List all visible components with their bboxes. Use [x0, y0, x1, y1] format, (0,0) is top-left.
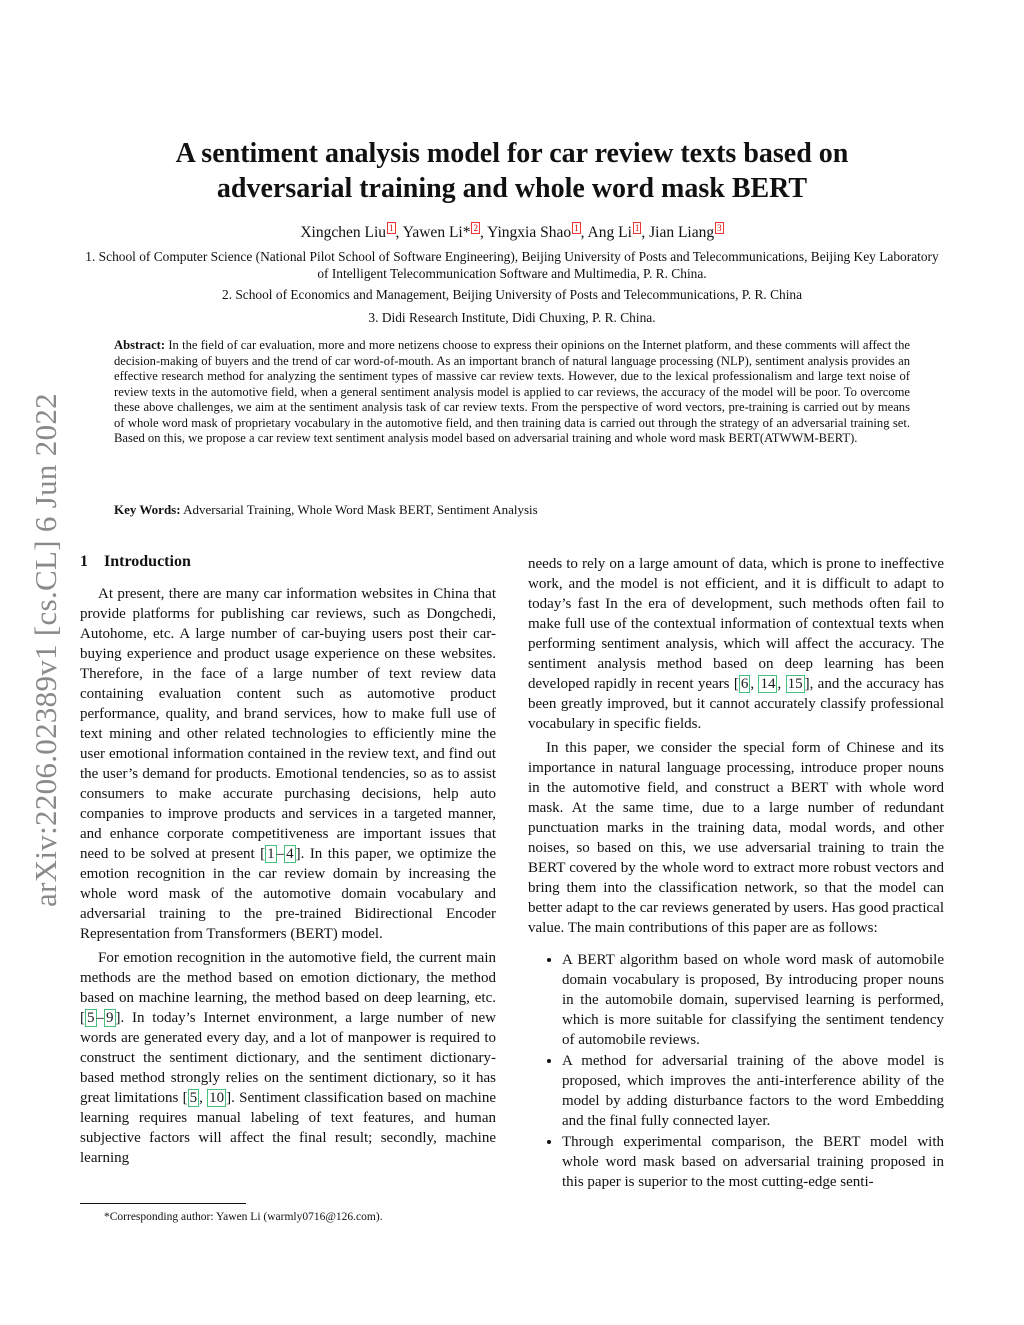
left-column: [80, 552, 496, 1172]
paper-title: A sentiment analysis model for car review texts based on adversarial training and whole word mask BERT: [175, 138, 849, 204]
list-item: • Through experimental comparison, the BERT model with whole word mask based on adversarial training proposed in this paper is superior to the most cutting-edge senti-: [562, 1132, 944, 1192]
footnote: *Corresponding author: Yawen Li (warmly0716@126.com).: [104, 1211, 383, 1223]
keywords: [114, 502, 910, 518]
keywords-text: Adversarial Training, Whole Word Mask BERT, Sentiment Analysis: [183, 502, 538, 517]
affiliation-ref-link[interactable]: 3: [717, 223, 722, 233]
text-run: For emotion recognition in the automotive field, the current main methods are the method based on emotion dictionary, the method based on machine learning, the method based on deep learning, etc.[: [80, 950, 496, 1026]
keywords-label: Key Words:: [114, 502, 181, 517]
citation-link[interactable]: 6: [740, 676, 749, 692]
affiliation-1: 1. School of Computer Science (National Pilot School of Software Engineering), Beijing University of Posts and Telecommunications, Beijing Key Laboratory of Intelligent Telecommunication Software and Multimedia, P. R. China.: [85, 249, 939, 281]
text-run: –: [276, 846, 285, 862]
author-name: Xingchen Liu: [300, 224, 387, 242]
list-item: • A BERT algorithm based on whole word mask of automobile domain vocabulary is proposed, By introducing proper nouns in the automobile domain, supervised learning is performed, which is more suitable for classifying the sentiment tendency of automobile reviews.: [562, 950, 944, 1050]
text-run: At present, there are many car information websites in China that provide platforms for publishing car reviews, such as Dongchedi, Autohome, etc. A large number of car-buying users post their car-buying experience and product usage experience on these websites. Therefore, in the face of a large number of text review data containing evaluation content such as automotive product performance, quality, and brand services, how to make full use of text mining and other related technologies to efficiently mine the user emotional information contained in the review text, and find out the user’s demand for products. Emotional tendencies, so as to assist consumers to make accurate purchasing decisions, help auto companies to improve products and services in a targeted manner, and enhance corporate competitiveness are important issues that need to be solved at present [: [80, 586, 496, 862]
contribution-list: [528, 950, 944, 1192]
citation-link[interactable]: 4: [286, 846, 294, 862]
citation-link[interactable]: 10: [209, 1090, 225, 1106]
affiliation-ref-link[interactable]: 1: [574, 223, 579, 233]
section-heading: [80, 552, 496, 572]
citation-link[interactable]: 15: [787, 676, 803, 692]
citation-link[interactable]: 5: [87, 1010, 95, 1026]
right-column: [528, 554, 944, 1193]
text-run: ]. In this paper, we optimize the emotion recognition in the car review domain by increasing the whole word mask of the automotive domain vocabulary and adversarial training to the pre-trained Bidirectional Encoder Representation from Transformers (BERT) model.: [80, 846, 496, 942]
text-run: ,: [750, 676, 759, 692]
text-run: ]. In today’s Internet environment, a large number of new words are generated every day, and a lot of manpower is required to construct the sentiment dictionary, and the sentiment dictionary-based method strongly relies on the sentiment dictionary, so it has great limitations [: [80, 1010, 496, 1106]
list-item: • A method for adversarial training of the above model is proposed, which improves the anti-interference ability of the model by adding disturbance factors to the word Embedding and the final fully connected layer.: [562, 1051, 944, 1131]
citation-link[interactable]: 9: [106, 1010, 114, 1026]
affiliation-ref-link[interactable]: 1: [634, 223, 640, 233]
citation-link[interactable]: 14: [760, 676, 776, 692]
text-run: ]. Sentiment classification based on machine learning requires manual labeling of text features, and human subjective factors will affect the final result; secondly, machine learning: [80, 1090, 497, 1166]
arxiv-sidebar: [26, 370, 66, 930]
abstract-label: Abstract:: [114, 338, 166, 352]
author-name: Yawen Li*: [402, 224, 471, 242]
affiliation-2: 2. School of Economics and Management, Beijing University of Posts and Telecommunications, P. R. China: [221, 287, 803, 302]
affiliation-ref-link[interactable]: 1: [389, 223, 394, 233]
section-title: Introduction: [104, 553, 191, 570]
paragraph: [80, 584, 496, 944]
citation-link[interactable]: 5: [189, 1090, 198, 1106]
abstract-text: In the field of car evaluation, more and more netizens choose to express their opinions on the Internet platform, and these comments will affect the decision-making of buyers and the trend of car word-of-mouth. As an important branch of natural language processing (NLP), sentiment analysis provides an effective research method for analyzing the sentiment types of massive car review texts. However, due to the lexical professionalism and large text noise of review texts in the automotive field, when a general sentiment analysis model is applied to car reviews, the accuracy of the model will be poor. To overcome these above challenges, we aim at the sentiment analysis task of car review texts. From the perspective of word vectors, pre-training is carried out by means of whole word mask of proprietary vocabulary in the automotive field, and then training data is carried out through the strategy of an adversarial training set. Based on this, we propose a car review text sentiment analysis model based on adversarial training and whole word mask BERT(ATWWM-BERT).: [114, 338, 910, 445]
footnote-rule: [80, 1203, 246, 1204]
text-run: ], and the accuracy has been greatly improved, but it cannot accurately classify professional vocabulary in specific fields.: [528, 676, 945, 732]
text-run: ,: [777, 676, 786, 692]
author-name: Yingxia Shao: [487, 224, 572, 242]
text-run: –: [96, 1010, 104, 1026]
paragraph: In this paper, we consider the special form of Chinese and its importance in natural language processing, introduce proper nouns in the automotive field, and construct a BERT with whole word mask. At the same time, due to a large number of redundant punctuation marks in the training data, modal words, and other noises, so based on this, we use adversarial training to train the BERT covered by the whole word to extract more robust vectors and bring them into the classification network, so that the model can better adapt to the car reviews generated by users. Has good practical value. The main contributions of this paper are as follows:: [528, 740, 944, 936]
arxiv-identifier: arXiv:2206.02389v1 [cs.CL] 6 Jun 2022: [28, 393, 63, 907]
affiliation-3: 3. Didi Research Institute, Didi Chuxing, P. R. China.: [368, 310, 656, 325]
abstract: [114, 338, 910, 447]
affiliation-ref-link[interactable]: 2: [473, 223, 478, 233]
section-number: 1: [80, 553, 88, 570]
text-run: needs to rely on a large amount of data, which is prone to ineffective work, and the model is not efficient, and it is difficult to adapt to today’s fast In the era of development, such methods often fail to make full use of the contextual information of contextual texts when performing sentiment analysis, which will affect the accuracy. The sentiment analysis method based on deep learning has been developed rapidly in recent years [: [528, 556, 944, 692]
citation-link[interactable]: 1: [267, 846, 275, 862]
text-run: ,: [199, 1090, 208, 1106]
paragraph: [80, 948, 496, 1168]
paragraph: [528, 554, 944, 734]
author-name: Ang Li: [587, 224, 632, 242]
author-name: Jian Liang: [649, 224, 715, 242]
author-list: Xingchen Liu $^1$ , Yawen Li* $^2$ , Yingxia Shao $^1$ , Ang Li $^1$ , Jian Liang $^3$: [300, 223, 722, 242]
